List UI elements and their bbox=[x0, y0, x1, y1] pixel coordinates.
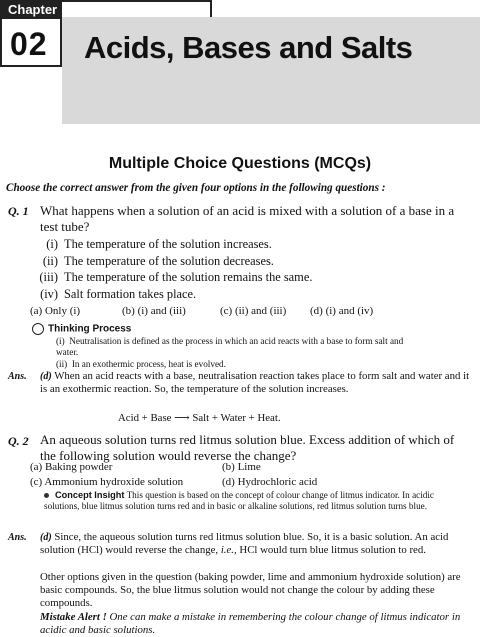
mistake-alert: Mistake Alert ! One can make a mistake in remembering the colour change of litmus indicator in acidic and basic solutions. bbox=[40, 611, 461, 636]
q1-option-d: (d) (i) and (iv) bbox=[310, 305, 374, 317]
bullet-icon bbox=[44, 493, 49, 498]
thinking-point: (i) Neutralisation is defined as the process in which an acid reacts with a base to form salt and water. bbox=[56, 336, 404, 357]
q1-number: Q. 1 bbox=[8, 204, 29, 218]
header-rule bbox=[62, 0, 212, 17]
q1-statement: (i) The temperature of the solution increases. bbox=[46, 237, 272, 251]
q1-option-b: (b) (i) and (iii) bbox=[122, 305, 186, 317]
thinking-point: (ii) In an exothermic process, heat is evolved. bbox=[56, 359, 226, 369]
q1-ans-label: Ans. bbox=[8, 371, 27, 382]
chapter-label: Chapter bbox=[0, 0, 62, 19]
chapter-title: Acids, Bases and Salts bbox=[84, 30, 413, 65]
q2-option-b: (b) Lime bbox=[222, 461, 261, 473]
q2-option-d: (d) Hydrochloric acid bbox=[222, 476, 318, 488]
q1-equation: Acid + Base ⟶ Salt + Water + Heat. bbox=[118, 412, 281, 424]
q1-statement: (iii) The temperature of the solution remains the same. bbox=[39, 270, 313, 284]
q2-option-a: (a) Baking powder bbox=[30, 461, 113, 473]
q1-statement: (iv) Salt formation takes place. bbox=[40, 287, 197, 301]
q1-statement: (ii) The temperature of the solution decreases. bbox=[42, 254, 274, 268]
q1-text: What happens when a solution of an acid is mixed with a solution of a base in a test tube? bbox=[40, 203, 455, 234]
concept-insight: Concept Insight This question is based on the concept of colour change of litmus indicator. In acidic solutions, blue litmus solution turns red and in basic or alkaline solutions, red litmus solution turns blue. bbox=[44, 490, 435, 511]
chapter-number: 02 bbox=[10, 26, 48, 62]
q2-text: An aqueous solution turns red litmus solution blue. Excess addition of which of the following solution would reverse the change? bbox=[40, 432, 455, 463]
q2-ans-label: Ans. bbox=[8, 532, 27, 543]
q2-answer-extra: Other options given in the question (baking powder, lime and ammonium hydroxide solution) are basic compounds. So, the blue litmus solution would not change the colour by adding these compounds. bbox=[40, 571, 461, 609]
q2-answer: (d) Since, the aqueous solution turns red litmus solution blue. So, it is a basic solution. An acid solution (HCl) would reverse the change, i.e., HCl would turn blue litmus solution to red. bbox=[40, 531, 449, 556]
q1-option-c: (c) (ii) and (iii) bbox=[220, 305, 287, 317]
lightbulb-icon bbox=[32, 323, 44, 335]
q2-option-c: (c) Ammonium hydroxide solution bbox=[30, 476, 184, 488]
thinking-process-heading: Thinking Process bbox=[32, 323, 131, 335]
section-title: Multiple Choice Questions (MCQs) bbox=[108, 155, 372, 172]
instruction: Choose the correct answer from the given four options in the following questions : bbox=[6, 182, 386, 194]
arrow-icon: ⟶ bbox=[174, 412, 190, 424]
q1-answer: (d) When an acid reacts with a base, neutralisation reaction takes place to form salt and water and it is an exothermic reaction. So, the temperature of the solution increases. bbox=[40, 370, 470, 395]
q1-option-a: (a) Only (i) bbox=[30, 305, 81, 317]
q2-number: Q. 2 bbox=[8, 434, 29, 448]
